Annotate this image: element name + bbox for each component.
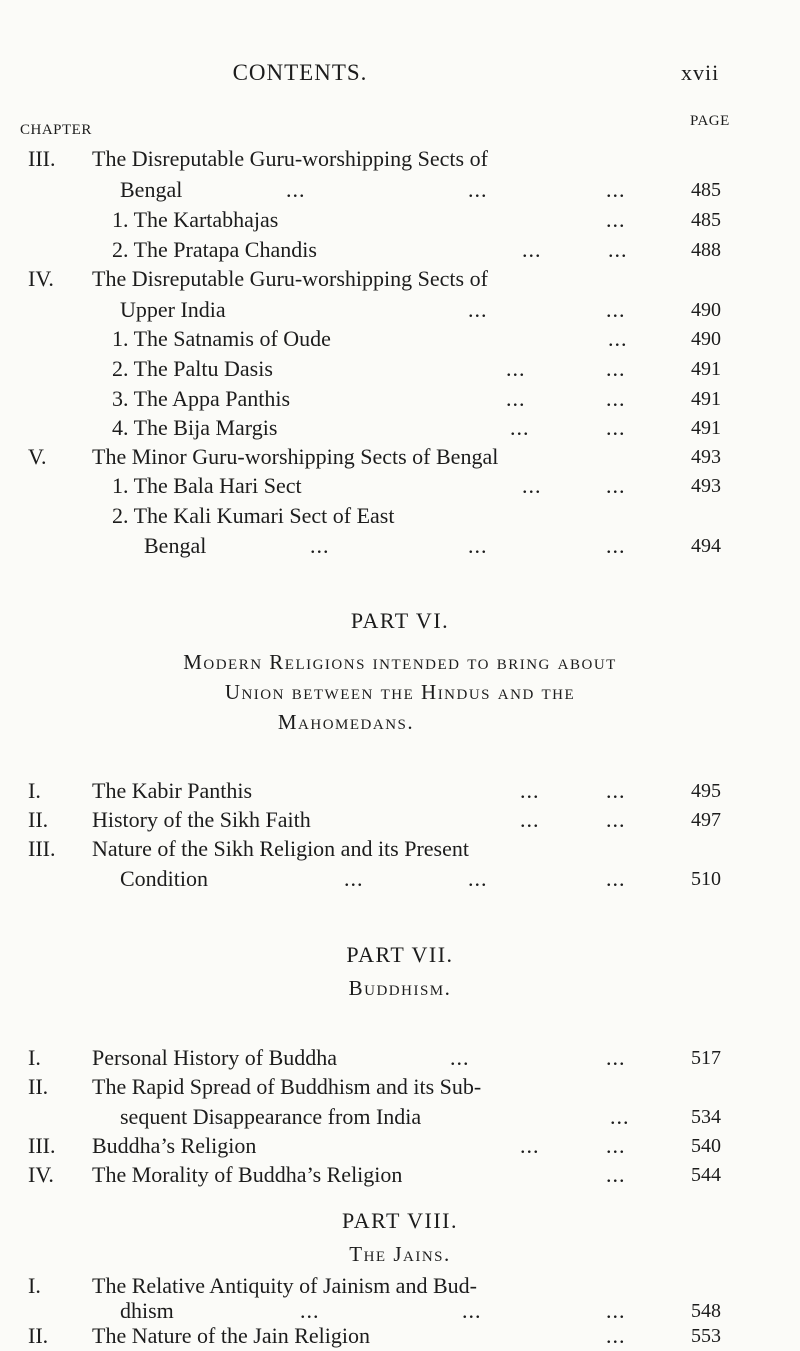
dot-leader: ...	[468, 177, 488, 202]
running-head	[0, 60, 800, 90]
chapter-title: sequent Disappearance from India	[120, 1104, 422, 1129]
toc-subentry	[0, 206, 800, 234]
part-subtitle: Union between the Hindus and the	[224, 680, 576, 704]
page-number: 485	[691, 209, 721, 231]
dot-leader: ...	[606, 356, 626, 381]
chapter-number: I.	[28, 1273, 41, 1298]
page-number: 534	[691, 1106, 721, 1128]
chapter-number: I.	[28, 1045, 41, 1070]
toc-entry	[0, 145, 800, 173]
dot-leader: ...	[468, 866, 488, 891]
chapter-title: Condition	[120, 866, 209, 891]
section-title: 3. The Appa Panthis	[112, 386, 291, 411]
toc-entry-continuation	[0, 865, 800, 893]
dot-leader: ...	[606, 473, 626, 498]
page-number: 540	[691, 1135, 721, 1157]
part-subtitle: The Jains.	[349, 1242, 451, 1266]
dot-leader: ...	[468, 297, 488, 322]
chapter-title: dhism	[120, 1298, 174, 1323]
dot-leader: ...	[606, 778, 626, 803]
chapter-title: The Disreputable Guru-worshipping Sects of	[92, 266, 488, 291]
toc-entry	[0, 1073, 800, 1101]
part-heading: PART VII.	[346, 942, 454, 967]
toc-entry	[0, 1132, 800, 1160]
chapter-number: II.	[28, 807, 49, 832]
chapter-title: Personal History of Buddha	[92, 1045, 338, 1070]
toc-entry	[0, 1161, 800, 1189]
page-number: 544	[691, 1164, 721, 1186]
toc-subentry	[0, 472, 800, 500]
dot-leader: ...	[522, 237, 542, 262]
dot-leader: ...	[610, 1104, 630, 1129]
chapter-number: III.	[28, 1133, 56, 1158]
dot-leader: ...	[606, 386, 626, 411]
section-title: 4. The Bija Margis	[112, 415, 278, 440]
dot-leader: ...	[522, 473, 542, 498]
toc-entry	[0, 1272, 800, 1298]
dot-leader: ...	[606, 807, 626, 832]
chapter-number: IV.	[28, 266, 54, 291]
dot-leader: ...	[520, 1133, 540, 1158]
section-title: Bengal	[144, 533, 207, 558]
dot-leader: ...	[510, 415, 530, 440]
page-number: 490	[691, 299, 721, 321]
toc-subentry	[0, 414, 800, 442]
dot-leader: ...	[608, 237, 628, 262]
chapter-number: II.	[28, 1074, 49, 1099]
dot-leader: ...	[506, 356, 526, 381]
page-number: 497	[691, 809, 721, 831]
toc-entry	[0, 265, 800, 293]
dot-leader: ...	[606, 1323, 626, 1348]
toc-subentry	[0, 236, 800, 264]
section-title: 1. The Satnamis of Oude	[112, 326, 331, 351]
chapter-title: The Relative Antiquity of Jainism and Bud-	[92, 1273, 477, 1298]
dot-leader: ...	[606, 297, 626, 322]
page-number: 495	[691, 780, 721, 802]
dot-leader: ...	[286, 177, 306, 202]
dot-leader: ...	[344, 866, 364, 891]
dot-leader: ...	[606, 415, 626, 440]
toc-entry-continuation	[0, 296, 800, 324]
toc-entry	[0, 806, 800, 834]
toc-subentry	[0, 385, 800, 413]
page-number: 548	[691, 1300, 721, 1322]
toc-subentry-continuation	[0, 532, 800, 560]
section-title: 2. The Paltu Dasis	[112, 356, 273, 381]
chapter-number: III.	[28, 836, 56, 861]
page-number: 553	[691, 1325, 721, 1347]
page-folio: xvii	[681, 60, 720, 85]
dot-leader: ...	[608, 326, 628, 351]
chapter-number: I.	[28, 778, 41, 803]
part-subtitle: Mahomedans.	[277, 710, 415, 734]
toc-entry-continuation	[0, 1103, 800, 1131]
chapter-title: Bengal	[120, 177, 183, 202]
section-title: 2. The Kali Kumari Sect of East	[112, 503, 395, 528]
chapter-title: The Morality of Buddha’s Religion	[92, 1162, 403, 1187]
dot-leader: ...	[606, 1162, 626, 1187]
chapter-number: V.	[28, 444, 47, 469]
toc-entry	[0, 1322, 800, 1348]
dot-leader: ...	[450, 1045, 470, 1070]
section-title: 2. The Pratapa Chandis	[112, 237, 317, 262]
page-number: 485	[691, 179, 721, 201]
dot-leader: ...	[606, 533, 626, 558]
dot-leader: ...	[520, 778, 540, 803]
dot-leader: ...	[606, 1045, 626, 1070]
page-number: 491	[691, 417, 721, 439]
section-title: 1. The Bala Hari Sect	[112, 473, 302, 498]
chapter-title: Upper India	[120, 297, 226, 322]
page-number: 491	[691, 388, 721, 410]
dot-leader: ...	[506, 386, 526, 411]
page-number: 491	[691, 358, 721, 380]
toc-entry-continuation	[0, 176, 800, 204]
chapter-title: Buddha’s Religion	[92, 1133, 257, 1158]
section-title: 1. The Kartabhajas	[112, 207, 279, 232]
toc-subentry	[0, 325, 800, 353]
chapter-title: The Minor Guru-worshipping Sects of Bengal	[92, 444, 499, 469]
chapter-title: Nature of the Sikh Religion and its Present	[92, 836, 469, 861]
page-number: 494	[691, 535, 721, 557]
chapter-title: History of the Sikh Faith	[92, 807, 311, 832]
chapter-title: The Nature of the Jain Religion	[92, 1323, 370, 1348]
dot-leader: ...	[310, 533, 330, 558]
toc-subentry	[0, 502, 800, 530]
page-number: 517	[691, 1047, 721, 1069]
running-title: CONTENTS.	[232, 60, 368, 85]
chapter-number: II.	[28, 1323, 49, 1348]
chapter-number: IV.	[28, 1162, 54, 1187]
page-number: 493	[691, 446, 721, 468]
dot-leader: ...	[606, 1133, 626, 1158]
dot-leader: ...	[606, 866, 626, 891]
page-number: 493	[691, 475, 721, 497]
toc-entry	[0, 443, 800, 471]
page-number: 490	[691, 328, 721, 350]
chapter-title: The Rapid Spread of Buddhism and its Sub-	[92, 1074, 482, 1099]
page-number: 510	[691, 868, 721, 890]
part-heading: PART VI.	[350, 608, 450, 633]
toc-entry-continuation	[0, 1297, 800, 1323]
toc-entry	[0, 777, 800, 805]
dot-leader: ...	[520, 807, 540, 832]
toc-entry	[0, 1044, 800, 1072]
page-number: 488	[691, 239, 721, 261]
dot-leader: ...	[468, 533, 488, 558]
chapter-title: The Disreputable Guru-worshipping Sects of	[92, 146, 488, 171]
page-column-label: PAGE	[690, 113, 730, 129]
chapter-number: III.	[28, 146, 56, 171]
dot-leader: ...	[462, 1298, 482, 1323]
part-subtitle: Buddhism.	[348, 976, 452, 1000]
part-subtitle: Modern Religions intended to bring about	[183, 650, 617, 674]
toc-subentry	[0, 355, 800, 383]
dot-leader: ...	[606, 207, 626, 232]
dot-leader: ...	[300, 1298, 320, 1323]
toc-entry	[0, 835, 800, 863]
chapter-column-label: CHAPTER	[20, 122, 92, 138]
chapter-title: The Kabir Panthis	[92, 778, 253, 803]
dot-leader: ...	[606, 177, 626, 202]
part-heading: PART VIII.	[342, 1208, 458, 1233]
dot-leader: ...	[606, 1298, 626, 1323]
